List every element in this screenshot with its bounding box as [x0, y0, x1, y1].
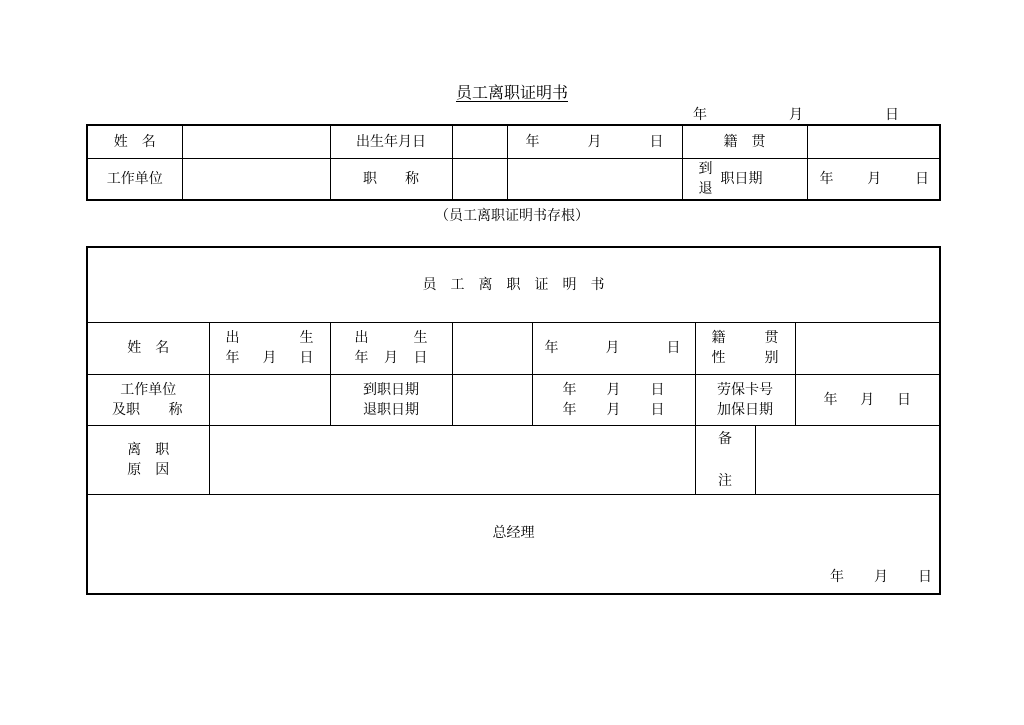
cert-origin-left: 籍 [711, 330, 726, 346]
stub-birth-year: 年 [525, 133, 540, 150]
stub-title-label: 职 称 [330, 158, 452, 200]
stub-retire-date[interactable] [807, 158, 940, 200]
cert-birth1-year: 年 [225, 350, 240, 366]
cert-insurance-card-label: 劳保卡号 [717, 381, 773, 398]
stub-unit-label: 工作单位 [87, 158, 182, 200]
stub-birth-date[interactable] [507, 125, 682, 158]
cert-birth2-year: 年 [354, 350, 369, 366]
cert-birth1-right: 生 [299, 330, 314, 346]
cert-date-day: 日 [666, 340, 681, 356]
stub-date-day: 日 [885, 107, 899, 123]
cert-insurance-label [695, 374, 795, 425]
cert-insurance-date-label: 加保日期 [717, 401, 773, 418]
cert-birth-value-blank[interactable] [452, 322, 532, 374]
cert-join-leave-label [330, 374, 452, 425]
general-manager-label: 总经理 [492, 524, 535, 541]
cert-leave-month: 月 [606, 401, 621, 418]
stub-retire-month: 月 [867, 170, 882, 187]
stub-birth-month: 月 [587, 133, 602, 150]
cert-birth2-right: 生 [413, 330, 428, 346]
stub-to-char: 到 [698, 160, 713, 177]
cert-unit-value[interactable] [209, 374, 330, 425]
cert-footer-month: 月 [874, 568, 888, 585]
cert-insurance-year: 年 [823, 391, 838, 408]
stub-caption: （员工离职证明书存根） [435, 208, 589, 224]
cert-join-label: 到职日期 [363, 381, 419, 398]
cert-join-leave-dates[interactable] [532, 374, 695, 425]
cert-unit-label [87, 374, 209, 425]
stub-table [86, 124, 941, 201]
cert-insurance-day: 日 [897, 391, 911, 408]
cert-remark-bottom: 注 [718, 472, 732, 489]
cert-unit-line1: 工作单位 [120, 381, 177, 398]
certificate-title: 员 工 离 职 证 明 书 [87, 247, 940, 322]
stub-date [693, 104, 899, 124]
stub-birth-value-blank[interactable] [452, 125, 507, 158]
stub-birth-label: 出生年月日 [330, 125, 452, 158]
cert-birth1-left: 出 [225, 330, 240, 346]
cert-remark-label [695, 425, 755, 494]
stub-date-year: 年 [693, 107, 707, 123]
cert-birth-date[interactable] [532, 322, 695, 374]
stub-name-value[interactable] [182, 125, 330, 158]
cert-remark-top: 备 [718, 430, 732, 447]
cert-birth2-left: 出 [354, 330, 369, 346]
cert-insurance-date-value[interactable] [795, 374, 940, 425]
cert-birth2-day: 日 [413, 350, 428, 366]
cert-footer-day: 日 [918, 568, 932, 585]
stub-retire-char: 退 [698, 180, 713, 197]
cert-footer-year: 年 [830, 568, 844, 585]
cert-insurance-month: 月 [860, 391, 875, 408]
cert-reason-line2: 原 因 [127, 461, 170, 478]
cert-leave-year: 年 [562, 401, 577, 418]
cert-join-leave-blank[interactable] [452, 374, 532, 425]
cert-birth2-month: 月 [384, 350, 398, 366]
cert-birth1-month: 月 [262, 350, 277, 366]
stub-title-value[interactable] [452, 158, 507, 200]
cert-unit-line2-left: 及职 [112, 401, 140, 418]
stub-title: 员工离职证明书 [455, 83, 568, 102]
cert-gender-right: 别 [764, 350, 779, 366]
cert-origin-right: 贯 [764, 330, 779, 346]
cert-birth-label-2 [330, 322, 452, 374]
cert-unit-line2-right: 称 [168, 401, 183, 418]
cert-name-label: 姓 名 [87, 322, 209, 374]
cert-birth-label-1 [209, 322, 330, 374]
stub-retire-label [682, 158, 807, 200]
cert-footer [87, 494, 940, 594]
cert-join-day: 日 [650, 381, 665, 398]
stub-birth-day: 日 [649, 133, 664, 150]
stub-name-label: 姓 名 [87, 125, 182, 158]
cert-join-year: 年 [562, 381, 577, 398]
cert-date-year: 年 [544, 340, 559, 356]
cert-leave-day: 日 [650, 401, 665, 418]
cert-remark-value[interactable] [755, 425, 940, 494]
stub-origin-value[interactable] [807, 125, 940, 158]
cert-footer-date [830, 567, 932, 587]
cert-date-month: 月 [605, 340, 620, 356]
certificate-table [86, 246, 941, 595]
cert-reason-value[interactable] [209, 425, 695, 494]
stub-date-label: 职日期 [720, 170, 763, 187]
cert-leave-label: 退职日期 [363, 401, 419, 418]
cert-reason-line1: 离 职 [127, 441, 170, 458]
cert-birth1-day: 日 [299, 350, 314, 366]
stub-title-value2[interactable] [507, 158, 682, 200]
cert-origin-gender-label [695, 322, 795, 374]
stub-unit-value[interactable] [182, 158, 330, 200]
cert-origin-gender-value[interactable] [795, 322, 940, 374]
cert-reason-label [87, 425, 209, 494]
stub-retire-year: 年 [819, 170, 834, 187]
cert-gender-left: 性 [711, 350, 726, 366]
stub-date-month: 月 [789, 107, 803, 123]
cert-join-month: 月 [606, 381, 621, 398]
stub-retire-day: 日 [915, 170, 929, 187]
stub-origin-label: 籍 贯 [682, 125, 807, 158]
